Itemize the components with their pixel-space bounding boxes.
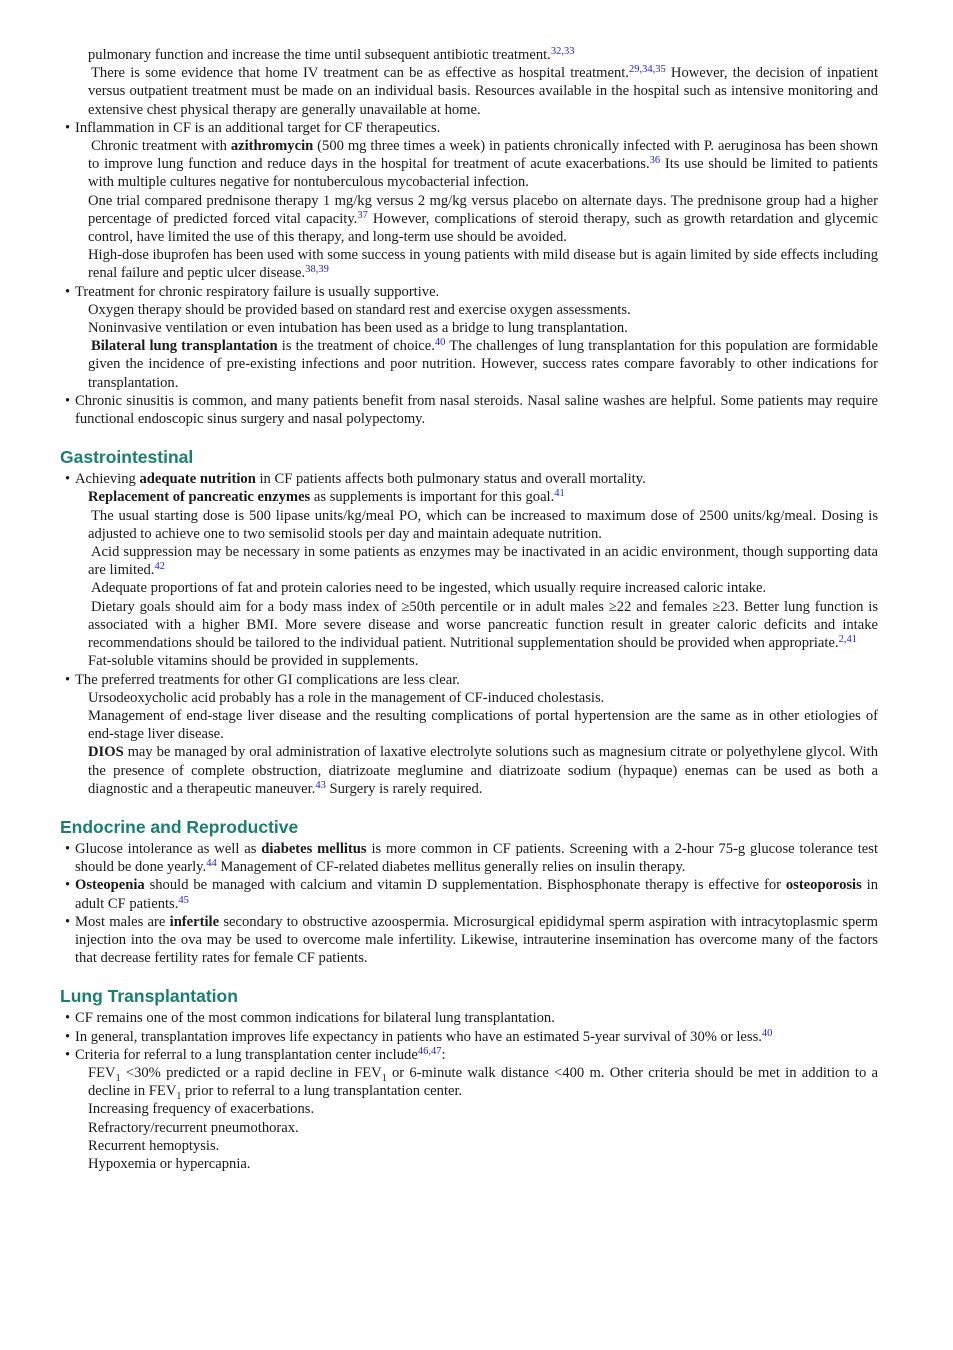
- bullet-text: Achieving: [75, 471, 140, 488]
- citation[interactable]: 2,41: [838, 634, 857, 646]
- bullet-item: [65, 671, 878, 689]
- paragraph: [88, 1064, 878, 1103]
- paragraph-text: or 6-minute walk distance <400 m. Other criteria should be met in addition to a decline in FEV: [88, 1064, 878, 1100]
- section-heading: Lung Transplantation: [60, 986, 238, 1007]
- bullet-item: [65, 1027, 878, 1046]
- bullet-item: [65, 392, 878, 428]
- bullet-item: [65, 1045, 878, 1064]
- citation[interactable]: 45: [178, 894, 189, 906]
- bullet-text: Treatment for chronic respiratory failure is usually supportive.: [75, 283, 440, 300]
- paragraph: Management of end-stage liver disease and the resulting complications of portal hypertension are the same as in other etiologies of end-stage liver disease.: [88, 707, 878, 743]
- bullet-text: CF remains one of the most common indications for bilateral lung transplantation.: [75, 1010, 555, 1027]
- citation[interactable]: 44: [206, 858, 217, 870]
- citation[interactable]: 46,47: [417, 1045, 442, 1057]
- bullet-text: Criteria for referral to a lung transplantation center include: [75, 1046, 418, 1063]
- bullet-icon: •: [65, 1010, 71, 1027]
- paragraph: Recurrent hemoptysis.: [88, 1137, 220, 1154]
- paragraph-text: prior to referral to a lung transplantation center.: [181, 1083, 463, 1100]
- bold-term: Osteopenia: [75, 877, 145, 894]
- bold-term: Bilateral lung transplantation: [91, 338, 278, 355]
- paragraph: The usual starting dose is 500 lipase units/kg/meal PO, which can be increased to maximum dose of 2500 units/kg/meal. Dosing is adjusted to achieve one to two semisolid stools per day and maintain adequate nutrition.: [88, 507, 878, 542]
- section-heading: Endocrine and Reproductive: [60, 816, 299, 837]
- bullet-icon: •: [65, 392, 71, 409]
- bullet-icon: •: [65, 471, 71, 488]
- bullet-text: :: [441, 1046, 446, 1063]
- paragraph: [88, 543, 878, 579]
- section-heading: Gastrointestinal: [60, 447, 194, 468]
- bullet-icon: •: [65, 1028, 71, 1045]
- bullet-icon: •: [65, 877, 71, 894]
- paragraph: Refractory/recurrent pneumothorax.: [88, 1119, 299, 1136]
- bullet-text: should be managed with calcium and vitamin D supplementation. Bisphosphonate therapy is effective for: [144, 877, 786, 894]
- paragraph: Ursodeoxycholic acid probably has a role in the management of CF-induced cholestasis.: [88, 689, 605, 706]
- bullet-icon: •: [65, 283, 71, 300]
- paragraph-text: One trial compared prednisone therapy 1 mg/kg versus 2 mg/kg versus placebo on alternate days. The prednisone group had a higher percentage of predicted forced vital capacity.: [88, 192, 878, 227]
- paragraph: [88, 246, 878, 282]
- citation[interactable]: 40: [434, 337, 446, 349]
- paragraph: [88, 64, 878, 119]
- bold-term: osteoporosis: [785, 877, 862, 894]
- citation[interactable]: 42: [154, 561, 165, 573]
- paragraph: [88, 743, 878, 798]
- paragraph-text: Acid suppression may be necessary in some patients as enzymes may be inactivated in an acidic environment, though supporting data are limited.: [88, 544, 878, 579]
- paragraph: Noninvasive ventilation or even intubation has been used as a bridge to lung transplantation.: [88, 320, 628, 337]
- paragraph-text: However, complications of steroid therapy, such as growth retardation and glycemic control, have limited the use of this therapy, and long-term use should be avoided.: [88, 210, 879, 246]
- subscript: 1: [381, 1072, 387, 1084]
- bullet-text: Most males are: [75, 913, 170, 930]
- paragraph-text: is the treatment of choice.: [277, 338, 435, 355]
- bullet-icon: •: [65, 1046, 71, 1063]
- paragraph-text: Surgery is rarely required.: [325, 780, 483, 797]
- bold-term: diabetes mellitus: [261, 840, 367, 857]
- paragraph-text: as supplements is important for this goal.: [310, 489, 555, 506]
- bullet-text: In general, transplantation improves life expectancy in patients who have an estimated 5-year survival of 30% or less.: [75, 1028, 762, 1045]
- paragraph-text: High-dose ibuprofen has been used with some success in young patients with mild disease but is again limited by side effects including renal failure and peptic ulcer disease.: [88, 247, 878, 282]
- paragraph-text: The challenges of lung transplantation for this population are formidable given the incidence of pre-existing infections and poor nutrition. However, success rates compare favorably to other indications for transplantation.: [88, 338, 879, 391]
- document-page: [60, 46, 878, 1173]
- bullet-icon: •: [65, 913, 71, 930]
- subscript: 1: [176, 1091, 182, 1103]
- bullet-icon: •: [65, 671, 71, 688]
- paragraph-text: Dietary goals should aim for a body mass index of ≥50th percentile or in adult males ≥22 and females ≥23. Better lung function is associated with a higher BMI. More severe disease and worse pancreatic function result in greater caloric deficits and intake recommendations should be tailored to the individual patient. Nutritional supplementation should be provided when appropriate.: [88, 598, 878, 652]
- paragraph-text: However, the decision of inpatient versus outpatient treatment must be made on an individual basis. Resources available in the hospital such as intensive monitoring and extensive chest physical therapy are generally unavailable at home.: [88, 65, 878, 118]
- bold-term: adequate nutrition: [139, 471, 256, 488]
- fev-label: FEV: [88, 1064, 116, 1081]
- paragraph-text: <30% predicted or a rapid decline in FEV: [120, 1064, 382, 1081]
- bold-term: infertile: [169, 913, 220, 930]
- paragraph: [88, 192, 878, 247]
- paragraph: [88, 137, 878, 192]
- bullet-item: [65, 840, 878, 876]
- bullet-item: [65, 283, 878, 301]
- bullet-icon: •: [65, 840, 71, 857]
- bold-term: azithromycin: [230, 138, 314, 155]
- bullet-text: Inflammation in CF is an additional target for CF therapeutics.: [75, 119, 441, 136]
- paragraph: [88, 598, 878, 653]
- bullet-text: Glucose intolerance as well as: [75, 840, 262, 857]
- citation[interactable]: 37: [357, 209, 368, 221]
- citation[interactable]: 40: [761, 1027, 773, 1039]
- citation[interactable]: 29,34,35: [628, 64, 666, 76]
- citation[interactable]: 36: [649, 155, 661, 167]
- citation[interactable]: 32,33: [550, 46, 575, 57]
- paragraph: Adequate proportions of fat and protein calories need to be ingested, which usually require increased caloric intake.: [91, 580, 767, 597]
- paragraph: Oxygen therapy should be provided based on standard rest and exercise oxygen assessments.: [88, 301, 631, 318]
- citation[interactable]: 43: [315, 779, 326, 791]
- bullet-text: The preferred treatments for other GI complications are less clear.: [75, 671, 460, 688]
- bullet-text: in CF patients affects both pulmonary status and overall mortality.: [255, 471, 646, 488]
- bold-term: Replacement of pancreatic enzymes: [88, 489, 311, 506]
- paragraph: [88, 46, 878, 64]
- bold-term: DIOS: [88, 744, 124, 761]
- paragraph-text: pulmonary function and increase the time until subsequent antibiotic treatment.: [88, 47, 551, 63]
- paragraph: Fat-soluble vitamins should be provided in supplements.: [88, 653, 419, 670]
- paragraph-text: may be managed by oral administration of laxative electrolyte solutions such as magnesium citrate or polyethylene glycol. With the presence of complete obstruction, diatrizoate meglumine and diatrizoate sodium (hypaque) enemas can be used as both a diagnostic and a therapeutic maneuver.: [88, 744, 878, 797]
- paragraph: Increasing frequency of exacerbations.: [88, 1101, 315, 1118]
- bullet-item: [65, 913, 878, 968]
- paragraph-text: (500 mg three times a week) in patients chronically infected with P. aeruginosa has been shown to improve lung function and reduce days in the hospital for treatment of acute exacerbations.: [88, 138, 879, 173]
- bullet-item: [65, 470, 878, 488]
- bullet-text: in adult CF patients.: [75, 877, 878, 912]
- subscript: 1: [115, 1072, 121, 1084]
- paragraph-text: Chronic treatment with: [91, 138, 231, 155]
- bullet-text: Management of CF-related diabetes mellitus generally relies on insulin therapy.: [216, 859, 686, 876]
- paragraph: [88, 337, 878, 392]
- bullet-icon: •: [65, 119, 71, 136]
- paragraph: Hypoxemia or hypercapnia.: [88, 1155, 251, 1172]
- citation[interactable]: 38,39: [305, 264, 329, 276]
- paragraph-text: Its use should be limited to patients with multiple cultures negative for nontuberculous mycobacterial infection.: [88, 156, 878, 191]
- bullet-item: [65, 1009, 878, 1027]
- bullet-text: Chronic sinusitis is common, and many patients benefit from nasal steroids. Nasal saline washes are helpful. Some patients may require functional endoscopic sinus surgery and nasal polypectomy.: [75, 392, 878, 428]
- paragraph: [88, 488, 878, 506]
- bullet-item: [65, 876, 878, 912]
- bullet-text: secondary to obstructive azoospermia. Microsurgical epididymal sperm aspiration with intracytoplasmic sperm injection into the ova may be used to overcome male infertility. Likewise, intrauterine insemination has overcome many of the factors that decrease fertility rates for female CF patients.: [75, 913, 878, 967]
- bullet-text: is more common in CF patients. Screening with a 2-hour 75-g glucose tolerance test should be done yearly.: [75, 840, 878, 876]
- paragraph-text: There is some evidence that home IV treatment can be as effective as hospital treatment.: [91, 65, 629, 82]
- citation[interactable]: 41: [554, 488, 565, 500]
- bullet-item: [65, 119, 878, 137]
